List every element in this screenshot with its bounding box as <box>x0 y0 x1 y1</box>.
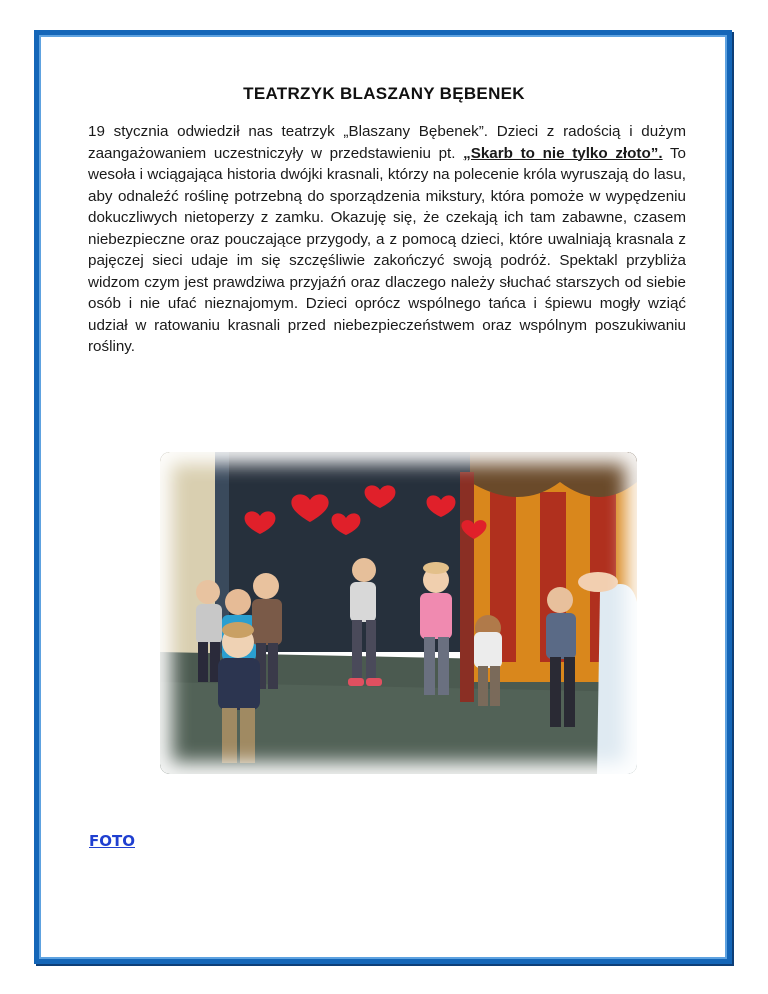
foto-link[interactable]: FOTO <box>89 832 135 850</box>
paragraph-intro: 19 stycznia odwiedził nas teatrzyk „Blaszany Bębenek”. Dzieci z radością i dużym zaangażowaniem uczestniczyły w przedstawieniu pt. <box>88 123 686 162</box>
document-title: TEATRZYK BLASZANY BĘBENEK <box>243 84 525 103</box>
paragraph-rest: To wesoła i wciągająca historia dwójki krasnali, którzy na polecenie króla wyruszają do lasu, aby odnaleźć roślinę potrzebną do sporządzenia mikstury, która pomoże w wypędzeniu dokuczliwych nietoperzy z zamku. Okazuję się, że czekają ich tam zabawne, czasem niebezpieczne oraz pouczające przygody, a z pomocą dzieci, które uwalniają krasnala z pajęczej sieci udaje im się szczęśliwie zakończyć swoją podróż. Spektakl przybliża widzom czym jest prawdziwa przyjaźń oraz dlaczego należy słuchać starszych od siebie osób i nie ufać nieznajomym. Dzieci oprócz wspólnego tańca i śpiewu mogły wziąć udział w ratowaniu krasnali przed niebezpieczeństwem oraz wspólnym poszukiwaniu rośliny. <box>88 144 686 355</box>
theatre-photo <box>160 452 637 774</box>
play-title: „Skarb to nie tylko złoto”. <box>463 144 663 162</box>
article-paragraph <box>88 121 686 358</box>
